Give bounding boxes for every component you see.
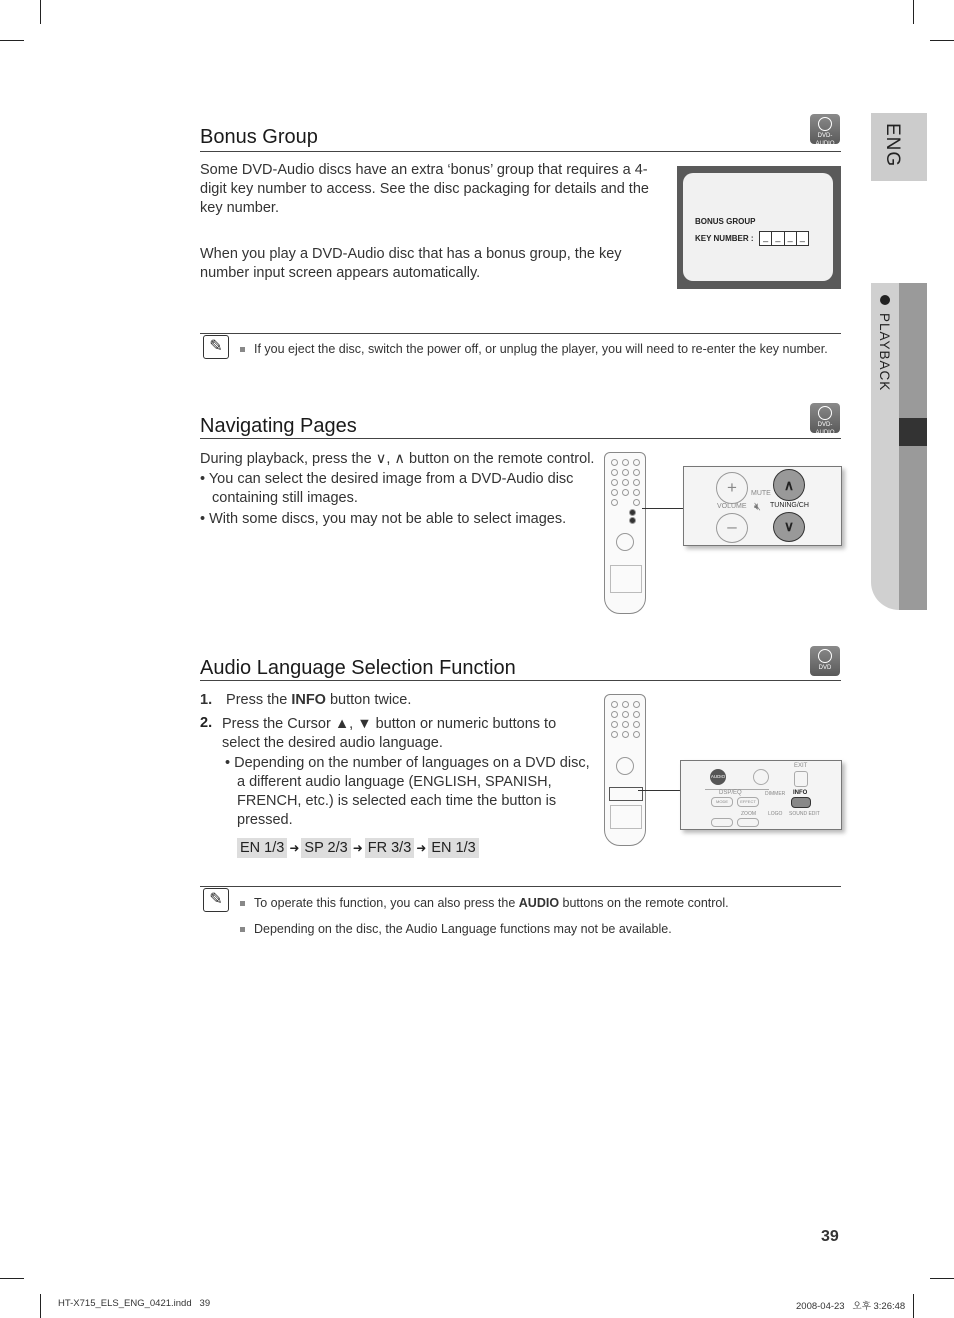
bonus-group-paragraph-2: When you play a DVD-Audio disc that has a bonus group, the key number input screen appears automatically.: [200, 246, 622, 281]
step-number: 2.: [200, 715, 213, 731]
navigating-pages-intro: During playback, press the ∨, ∧ button on the remote control.: [200, 451, 595, 467]
side-tab-language-label: ENG: [882, 123, 903, 168]
logo-label: LOGO: [768, 811, 783, 817]
audio-language-bullet: • Depending on the number of languages on a DVD disc, a different audio language (ENGLISH, SPANISH, FRENCH, etc.) is selected each time the button is pressed.: [225, 755, 590, 828]
chevron-down-icon: ∨: [375, 451, 387, 467]
audio-button: AUDIO: [710, 769, 726, 785]
note-icon: ✎: [203, 335, 229, 359]
volume-tuning-panel: [683, 466, 842, 546]
note-rule: [200, 333, 841, 334]
volume-up-button: +: [716, 472, 748, 504]
footer-timestamp: 2008-04-23 오후 3:26:48: [796, 1301, 906, 1312]
dimmer-label: DIMMER: [765, 791, 786, 797]
audio-language-step-1: 1. Press the INFO button twice.: [200, 692, 412, 708]
dvd-audio-disc-icon: DVD-AUDIO: [810, 114, 840, 144]
dsp-eq-label: DSP/EQ: [719, 790, 742, 796]
crop-mark: [40, 0, 41, 24]
page-number: 39: [821, 1228, 839, 1245]
bullet-dot-icon: [880, 295, 890, 305]
volume-down-button: –: [716, 513, 748, 543]
tuning-ch-label: TUNING/CH: [770, 502, 809, 509]
crop-mark: [913, 1294, 914, 1318]
mute-label: MUTE: [751, 490, 771, 497]
key-number-input: _ _ _ _: [759, 231, 809, 246]
crop-mark: [930, 40, 954, 41]
audio-language-title: Audio Language Selection Function: [200, 657, 516, 679]
section-rule: [200, 151, 841, 152]
crop-mark: [0, 1278, 24, 1279]
screen-title: BONUS GROUP: [695, 217, 756, 226]
crop-mark: [913, 0, 914, 24]
chevron-up-icon: ∧: [394, 451, 406, 467]
effect-button: EFFECT: [737, 797, 759, 807]
language-sequence: EN 1/3 ➜ SP 2/3 ➜ FR 3/3 ➜ EN 1/3: [237, 838, 479, 858]
chevron-up-icon: ∧: [773, 469, 805, 501]
dvd-audio-disc-icon: DVD-AUDIO: [810, 403, 840, 433]
crop-mark: [0, 40, 24, 41]
navigating-pages-title: Navigating Pages: [200, 415, 357, 437]
screen-key-label: KEY NUMBER :: [695, 234, 754, 243]
section-rule: [200, 438, 841, 439]
remote-control-illustration: [604, 694, 646, 846]
sound-edit-label: SOUND EDIT: [789, 811, 820, 817]
chevron-down-icon: ∨: [773, 512, 805, 542]
remote-control-illustration: [604, 452, 646, 614]
audio-language-note-2: Depending on the disc, the Audio Language functions may not be available.: [240, 922, 672, 936]
dvd-disc-icon: DVD: [810, 646, 840, 676]
exit-button: [794, 771, 808, 787]
mute-icon: 🔇︎: [754, 501, 761, 513]
bonus-group-paragraph-1: Some DVD-Audio discs have an extra ‘bonus’ group that requires a 4-digit key number to access. See the disc packaging for details and the key number.: [200, 162, 649, 216]
side-tab-section-label: PLAYBACK: [877, 313, 892, 392]
navigating-pages-bullet: • With some discs, you may not be able to select images.: [200, 511, 567, 527]
mode-button: MODE: [711, 797, 733, 807]
section-rule: [200, 680, 841, 681]
callout-line: [638, 790, 683, 791]
zoom-label: ZOOM: [741, 811, 756, 817]
bonus-group-title: Bonus Group: [200, 126, 318, 148]
exit-label: EXIT: [794, 763, 808, 769]
round-button: [753, 769, 769, 785]
footer-file-name: HT-X715_ELS_ENG_0421.indd 39: [58, 1298, 211, 1309]
navigating-pages-bullet: • You can select the desired image from a DVD-Audio disc containing still images.: [200, 471, 574, 506]
crop-mark: [930, 1278, 954, 1279]
side-tab-language: [871, 113, 927, 181]
info-label: INFO: [793, 790, 808, 796]
side-tab-section: [871, 283, 927, 610]
section-marker: [899, 418, 927, 446]
callout-line: [642, 508, 684, 509]
audio-language-step-2: Press the Cursor ▲, ▼ button or numeric buttons to select the desired audio language.: [222, 716, 557, 751]
info-button: [791, 797, 811, 808]
audio-language-note-1: To operate this function, you can also press the AUDIO buttons on the remote control.: [240, 896, 729, 910]
crop-mark: [40, 1294, 41, 1318]
bonus-group-note: If you eject the disc, switch the power off, or unplug the player, you will need to re-enter the key number.: [240, 342, 828, 356]
audio-info-panel: [680, 760, 842, 830]
bonus-group-screen: [677, 166, 841, 289]
note-icon: ✎: [203, 888, 229, 912]
note-rule: [200, 886, 841, 887]
volume-label: VOLUME: [717, 503, 747, 510]
